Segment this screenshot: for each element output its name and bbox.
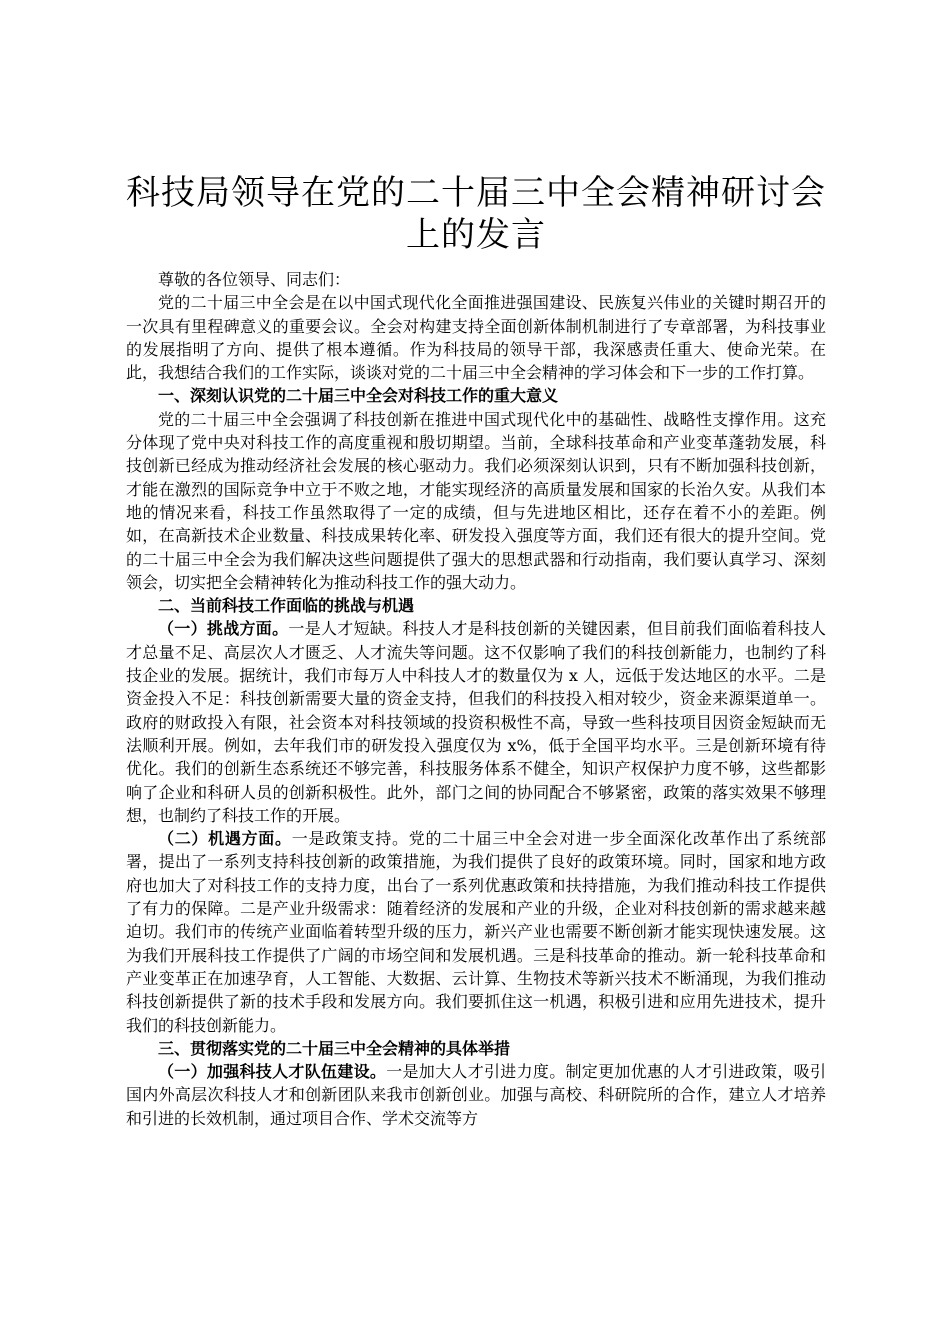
document-page: [126, 172, 826, 1130]
opportunity-paragraph: [126, 827, 826, 1037]
talent-body: 一是加大人才引进力度。制定更加优惠的人才引进政策，吸引国内外高层次科技人才和创新团队来我市创新创业。加强与高校、科研院所的合作，建立人才培养和引进的长效机制，通过项目合作、学术交流等方: [126, 1062, 826, 1128]
challenge-lead: （一）挑战方面。: [158, 619, 289, 639]
challenge-body: 一是人才短缺。科技人才是科技创新的关键因素，但目前我们面临着科技人才总量不足、高层次人才匮乏、人才流失等问题。这不仅影响了我们的科技创新能力，也制约了科技企业的发展。据统计，我们市每万人中科技人才的数量仅为 x 人，远低于发达地区的水平。二是资金投入不足：科技创新需要大量的资金支持，但我们的科技投入相对较少，资金来源渠道单一。政府的财政投入有限，社会资本对科技领域的投资积极性不高，导致一些科技项目因资金短缺而无法顺利开展。例如，去年我们市的研发投入强度仅为 x%，低于全国平均水平。三是创新环境有待优化。我们的创新生态系统还不够完善，科技服务体系不健全，知识产权保护力度不够，这些都影响了企业和科研人员的创新积极性。此外，部门之间的协同配合不够紧密，政策的落实效果不够理想，也制约了科技工作的开展。: [126, 619, 826, 825]
intro-paragraph: 党的二十届三中全会是在以中国式现代化全面推进强国建设、民族复兴伟业的关键时期召开的一次具有里程碑意义的重要会议。全会对构建支持全面创新体制机制进行了专章部署，为科技事业的发展指明了方向、提供了根本遵循。作为科技局的领导干部，我深感责任重大、使命光荣。在此，我想结合我们的工作实际，谈谈对党的二十届三中全会精神的学习体会和下一步的工作打算。: [126, 293, 826, 383]
document-title: 科技局领导在党的二十届三中全会精神研讨会上的发言: [126, 173, 826, 255]
talent-lead: （一）加强科技人才队伍建设。: [158, 1062, 387, 1082]
section3-heading: 三、贯彻落实党的二十届三中全会精神的具体举措: [158, 1038, 511, 1058]
section2-heading: 二、当前科技工作面临的挑战与机遇: [158, 596, 415, 616]
challenge-paragraph: [126, 617, 826, 827]
section1-heading: 一、深刻认识党的二十届三中全会对科技工作的重大意义: [158, 386, 559, 406]
salutation: 尊敬的各位领导、同志们：: [158, 270, 351, 289]
opportunity-lead: （二）机遇方面。: [158, 829, 292, 849]
opportunity-body: 一是政策支持。党的二十届三中全会对进一步全面深化改革作出了系统部署，提出了一系列支持科技创新的政策措施，为我们提供了良好的政策环境。同时，国家和地方政府也加大了对科技工作的支持力度，出台了一系列优惠政策和扶持措施，为我们推动科技工作提供了有力的保障。二是产业升级需求：随着经济的发展和产业的升级，企业对科技创新的需求越来越迫切。我们市的传统产业面临着转型升级的压力，新兴产业也需要不断创新才能实现快速发展。这为我们开展科技工作提供了广阔的市场空间和发展机遇。三是科技革命的推动。新一轮科技革命和产业变革正在加速孕育，人工智能、大数据、云计算、生物技术等新兴技术不断涌现，为我们推动科技创新提供了新的技术手段和发展方向。我们要抓住这一机遇，积极引进和应用先进技术，提升我们的科技创新能力。: [126, 829, 826, 1035]
talent-paragraph: [126, 1060, 826, 1130]
section1-paragraph: 党的二十届三中全会强调了科技创新在推进中国式现代化中的基础性、战略性支撑作用。这充分体现了党中央对科技工作的高度重视和殷切期望。当前，全球科技革命和产业变革蓬勃发展，科技创新已经成为推动经济社会发展的核心驱动力。我们必须深刻认识到，只有不断加强科技创新，才能在激烈的国际竞争中立于不败之地，才能实现经济的高质量发展和国家的长治久安。从我们本地的情况来看，科技工作虽然取得了一定的成绩，但与先进地区相比，还存在着不小的差距。例如，在高新技术企业数量、科技成果转化率、研发投入强度等方面，我们还有很大的提升空间。党的二十届三中全会为我们解决这些问题提供了强大的思想武器和行动指南，我们要认真学习、深刻领会，切实把全会精神转化为推动科技工作的强大动力。: [126, 409, 826, 592]
